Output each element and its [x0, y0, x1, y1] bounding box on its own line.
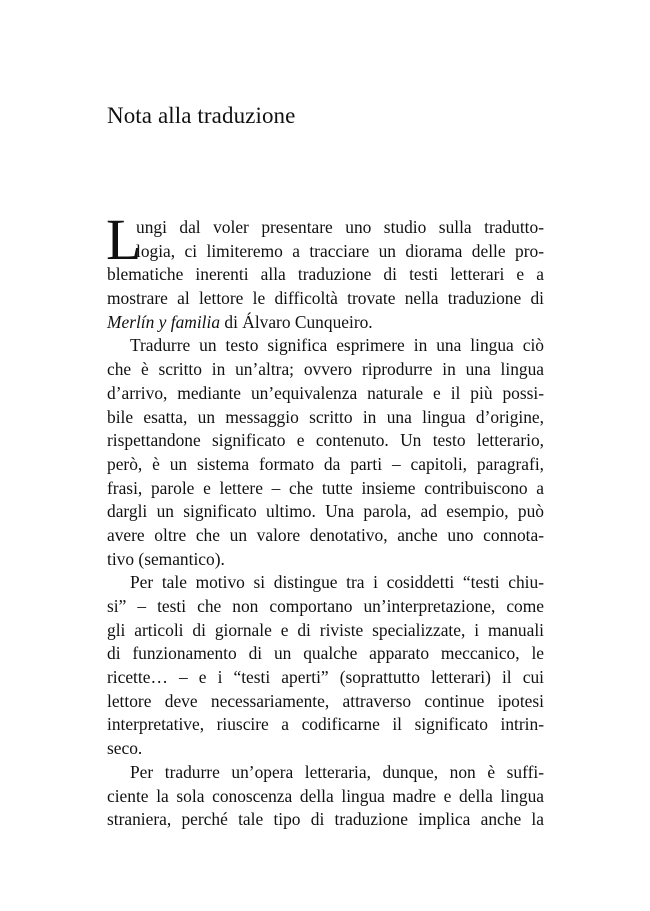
- text-line: avere oltre che un valore denotativo, anche uno connota-: [107, 524, 544, 545]
- text-line: blematiche inerenti alla traduzione di testi letterari e a: [107, 264, 544, 285]
- text-line: bile esatta, un messaggio scritto in una lingua d’origine,: [107, 406, 544, 427]
- text-line: che è scritto in un’altra; ovvero riprodurre in una lingua: [107, 359, 544, 380]
- paragraph-1: [106, 207, 544, 334]
- text-line: di funzionamento di un qualche apparato meccanico, le: [107, 643, 544, 664]
- book-title-italic: Merlín y familia: [107, 311, 221, 332]
- text-line: tivo (semantico).: [107, 548, 225, 569]
- text-line: ungi dal voler presentare uno studio sulla tradutto-: [136, 217, 544, 237]
- text-line: frasi, parole e lettere – che tutte insieme contribuiscono a: [107, 477, 544, 498]
- paragraph-4: [107, 761, 544, 832]
- paragraph-3: [107, 571, 544, 761]
- text-line: straniera, perché tale tipo di traduzione implica anche la: [107, 809, 544, 830]
- chapter-title: Nota alla traduzione: [107, 103, 296, 128]
- text-line: rispettandone significato e contenuto. Un testo letterario,: [107, 430, 544, 451]
- text-line: ricette… – e i “testi aperti” (soprattutto letterari) il cui: [107, 667, 544, 688]
- text-line: mostrare al lettore le difficoltà trovate nella traduzione di: [107, 288, 544, 309]
- drop-cap: L: [106, 207, 142, 272]
- text-line: interpretative, riuscire a codificarne il significato intrin-: [107, 714, 544, 735]
- text-line: dargli un significato ultimo. Una parola, ad esempio, può: [107, 501, 544, 522]
- body-text: [106, 207, 544, 832]
- text-line: ciente la sola conoscenza della lingua madre e della lingua: [107, 785, 544, 806]
- text-line: si” – testi che non comportano un’interpretazione, come: [107, 596, 544, 616]
- text-line: Per tale motivo si distingue tra i cosiddetti “testi chiu-: [130, 572, 544, 593]
- text-line: [107, 311, 544, 335]
- text-line: però, è un sistema formato da parti – capitoli, paragrafi,: [107, 453, 544, 474]
- text-line: d’arrivo, mediante un’equivalenza naturale e il più possi-: [107, 382, 544, 403]
- paragraph-2: [107, 334, 544, 571]
- text-line: Tradurre un testo significa esprimere in una lingua ciò: [130, 335, 544, 356]
- text-fragment: di Álvaro Cunqueiro.: [220, 311, 373, 332]
- text-line: gli articoli di giornale e di riviste specializzate, i manuali: [107, 619, 544, 640]
- text-line: lettore deve necessariamente, attraverso continue ipotesi: [107, 690, 544, 711]
- text-line: seco.: [107, 738, 143, 759]
- text-line: Per tradurre un’opera letteraria, dunque, non è suffi-: [130, 761, 544, 782]
- text-line: logia, ci limiteremo a tracciare un diorama delle pro-: [136, 240, 544, 261]
